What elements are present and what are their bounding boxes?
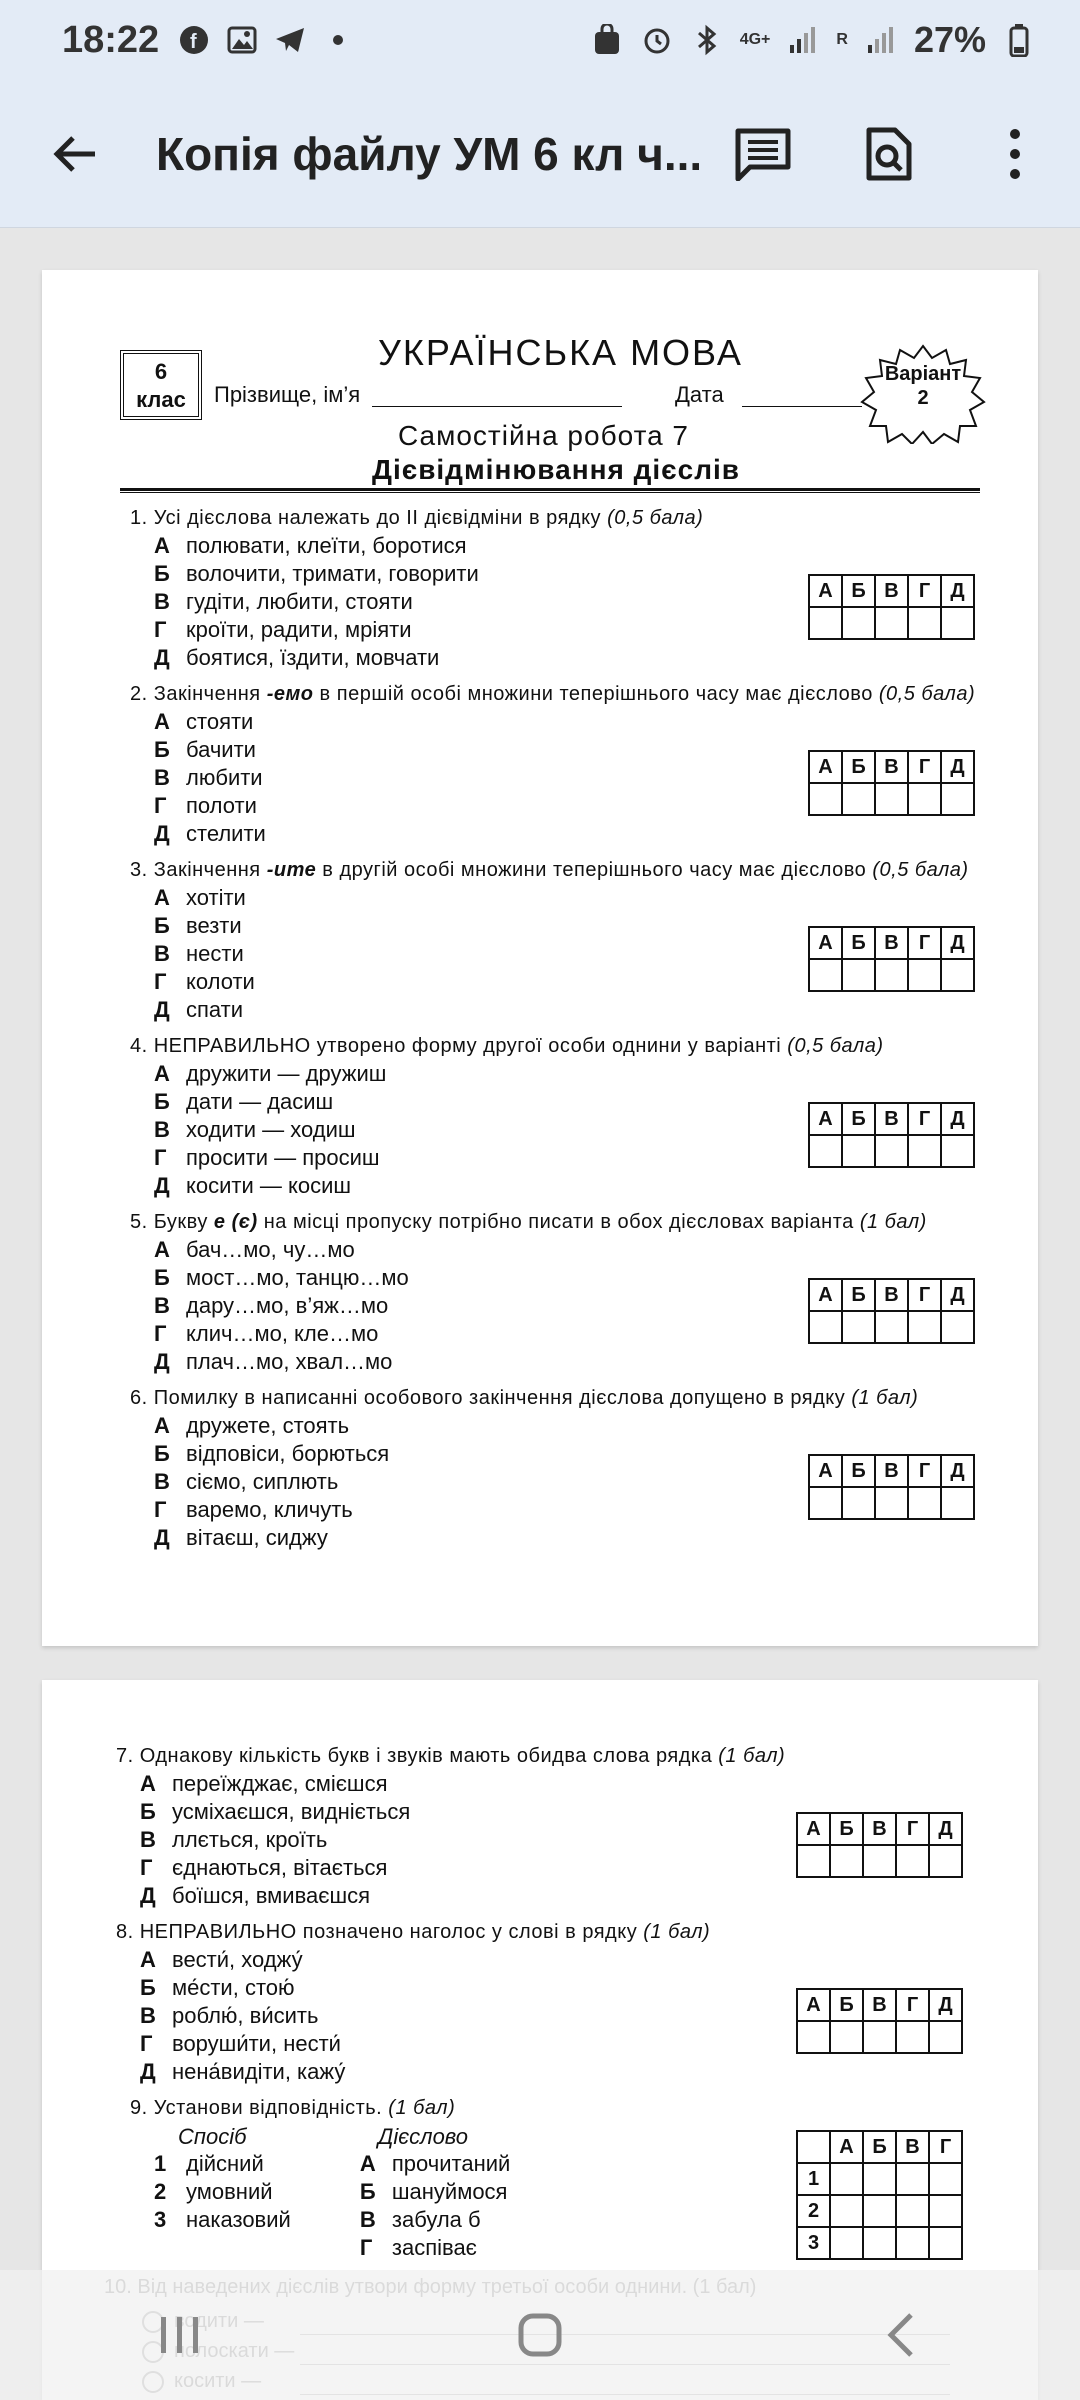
dot-icon [321,23,355,57]
answer-cell[interactable] [875,1487,908,1519]
option-text: ме́сти, стою́ [172,1975,295,2000]
option-letter: Б [154,1089,170,1114]
document-page-1[interactable] [42,270,1038,1646]
option-text: єднаються, вітається [172,1855,388,1880]
option-letter: Б [140,1799,156,1824]
grid-header-cell: Д [941,927,974,959]
back-nav-button[interactable] [860,2295,940,2375]
option-text: плач…мо, хвал…мо [186,1349,393,1374]
answer-cell[interactable] [896,2227,929,2259]
option-letter: А [154,1061,170,1086]
grid-header-cell: Г [908,575,941,607]
question-3-text: 3. Закінчення -ите в другій особі множини теперішнього часу має дієслово (0,5 бала) [130,859,969,881]
option-letter: Б [154,737,170,762]
option-text: ходити — ходиш [186,1117,356,1142]
recents-button[interactable] [140,2295,220,2375]
option-letter: Д [154,1173,170,1198]
grid-header-cell: Г [908,1279,941,1311]
column-2-head: Дієслово [377,2124,469,2149]
answer-cell[interactable] [929,2227,962,2259]
option-letter: Д [154,1349,170,1374]
option-text: дружете, стоять [186,1413,350,1438]
option-letter: Д [140,2059,156,2084]
option-letter: Г [140,2031,153,2056]
grid-header-cell: А [809,1279,842,1311]
grid-row-head: 3 [797,2227,830,2259]
option-letter: В [154,941,170,966]
grid-header-cell: Д [941,575,974,607]
option-text: переїжджає, смієшся [172,1771,388,1796]
answer-cell[interactable] [896,2195,929,2227]
answer-cell[interactable] [941,607,974,639]
option-letter: Б [154,913,170,938]
document-title: Копія файлу УМ 6 кл ч... [156,127,703,180]
answer-option [130,820,990,848]
column-1-head: Спосіб [178,2124,247,2149]
answer-cell[interactable] [896,2163,929,2195]
signal-icon-2 [864,23,898,57]
option-text: сіємо, сиплють [186,1469,339,1494]
answer-cell[interactable] [842,1135,875,1167]
system-nav-bar [0,2275,1080,2395]
facebook-icon [177,23,211,57]
answer-grid-3 [808,926,975,992]
option-text: дружити — дружиш [186,1061,387,1086]
grid-header-cell: Б [830,1989,863,2021]
grid-header-cell: А [797,1989,830,2021]
grid-header-cell: Б [842,1103,875,1135]
question-9 [130,2094,550,2262]
answer-cell[interactable] [929,2195,962,2227]
grid-header-cell: В [875,751,908,783]
answer-cell[interactable] [830,1845,863,1877]
answer-cell[interactable] [809,959,842,991]
gallery-icon [225,23,259,57]
match-column-2 [336,2124,550,2262]
grid-header-cell: Г [908,927,941,959]
more-options-button[interactable] [980,119,1050,189]
option-text: кроїти, радити, мріяти [186,617,412,642]
answer-cell[interactable] [842,1311,875,1343]
match-item-right [336,2178,550,2206]
grid-header-cell: Б [842,927,875,959]
option-letter: А [140,1771,156,1796]
answer-option [130,644,990,672]
question-7-text: 7. Однакову кількість букв і звуків мають обидва слова рядка (1 бал) [116,1745,786,1767]
answer-cell[interactable] [929,2163,962,2195]
option-letter: Б [154,1265,170,1290]
option-letter: Г [154,1321,167,1346]
option-text: спати [186,997,244,1022]
question-5-text: 5. Букву е (є) на місці пропуску потрібно писати в обох дієсловах варіанта (1 бал) [130,1211,927,1233]
answer-cell[interactable] [830,2227,863,2259]
grid-row-head: 1 [797,2163,830,2195]
answer-cell[interactable] [929,1845,962,1877]
option-text: вітаєш, сиджу [186,1525,328,1550]
signal-icon [786,23,820,57]
match-column-1 [130,2124,336,2262]
match-text: заспіває [391,2235,477,2260]
option-text: воруши́ти, нести́ [172,2031,341,2056]
match-text: прочитаний [391,2151,511,2176]
answer-option [116,1770,976,1798]
answer-cell[interactable] [797,2021,830,2053]
option-text: полоти [186,793,257,818]
alarm-icon [640,23,674,57]
name-label: Прізвище, ім’я [214,382,361,407]
answer-cell[interactable] [875,783,908,815]
option-letter: В [154,589,170,614]
bluetooth-icon [690,23,724,57]
grid-header-cell: Г [929,2131,962,2163]
subject-title: УКРАЇНСЬКА МОВА [378,332,743,373]
grid-header-cell: Г [896,1989,929,2021]
match-item-left [130,2178,336,2206]
topic-title: Дієвідмінювання дієслів [372,454,740,485]
option-letter: Б [140,1975,156,2000]
option-text: відповіси, борються [186,1441,390,1466]
recents-icon [155,2313,205,2357]
option-letter: Г [140,1855,153,1880]
answer-cell[interactable] [908,783,941,815]
svg-text:f: f [190,31,197,53]
option-text: дару…мо, в’яж…мо [186,1293,389,1318]
option-letter: А [154,533,170,558]
search-in-document-button[interactable] [854,119,924,189]
grid-corner [797,2131,830,2163]
bag-icon [590,23,624,57]
roaming-indicator: R [836,31,848,48]
back-nav-icon [883,2311,917,2359]
work-title: Самостійна робота 7 [398,420,690,451]
option-letter: Б [154,561,170,586]
answer-cell[interactable] [908,1311,941,1343]
answer-cell[interactable] [941,1135,974,1167]
answer-option [116,2058,976,2086]
grid-header-cell: Д [929,1813,962,1845]
option-text: нена́видіти, кажу́ [172,2059,346,2084]
answer-cell[interactable] [941,959,974,991]
match-item-right [336,2234,550,2262]
answer-option [130,996,990,1024]
match-number: 2 [154,2179,167,2204]
option-letter: А [154,709,170,734]
answer-grid-5 [808,1278,975,1344]
answer-option [130,1348,990,1376]
answer-cell[interactable] [875,607,908,639]
answer-cell[interactable] [908,1487,941,1519]
network-type: 4G+ [739,31,771,48]
match-item-left [130,2206,336,2234]
answer-cell[interactable] [809,1487,842,1519]
option-text: косити — косиш [186,1173,352,1198]
option-letter: А [154,885,170,910]
variant-label [860,362,986,410]
option-text: хотіти [186,885,246,910]
grade-word: клас [136,387,186,412]
match-number: 3 [154,2207,167,2232]
document-search-icon [865,126,913,182]
option-text: ллється, кроїть [172,1827,328,1852]
answer-cell[interactable] [842,959,875,991]
option-text: дати — дасиш [186,1089,334,1114]
answer-cell[interactable] [797,1845,830,1877]
grid-header-cell: Г [896,1813,929,1845]
option-text: полювати, клеїти, боротися [186,533,467,558]
status-bar [0,0,1080,80]
answer-cell[interactable] [875,959,908,991]
option-letter: А [154,1237,170,1262]
option-text: любити [186,765,263,790]
answer-cell[interactable] [908,607,941,639]
answer-option [116,1882,976,1910]
comments-button[interactable] [728,119,798,189]
option-letter: Д [154,645,170,670]
option-text: боятися, їздити, мовчати [186,645,440,670]
grid-header-cell: Г [908,1455,941,1487]
match-number: 1 [154,2151,167,2176]
question-4-text: 4. НЕПРАВИЛЬНО утворено форму другої особи однини у варіанті (0,5 бала) [130,1035,884,1057]
battery-icon [1002,23,1036,57]
answer-cell[interactable] [809,1311,842,1343]
variant-word: Варіант [884,363,962,385]
grid-header-cell: В [863,1813,896,1845]
answer-grid-8 [796,1988,963,2054]
grade-number: 6 [154,359,168,384]
question-9-text: 9. Установи відповідність. (1 бал) [130,2097,456,2119]
answer-option [130,1412,990,1440]
battery-percent: 27% [913,19,986,60]
option-text: стояти [186,709,254,734]
match-text: умовний [186,2179,273,2204]
answer-cell[interactable] [941,1487,974,1519]
match-item-left [130,2150,336,2178]
answer-cell[interactable] [809,1135,842,1167]
answer-cell[interactable] [875,1135,908,1167]
option-letter: Д [154,997,170,1022]
answer-cell[interactable] [863,2195,896,2227]
date-line [742,406,862,407]
option-text: волочити, тримати, говорити [186,561,479,586]
telegram-icon [273,23,307,57]
option-letter: В [154,1469,170,1494]
grid-header-cell: А [797,1813,830,1845]
answer-cell[interactable] [875,1311,908,1343]
grid-header-cell: В [896,2131,929,2163]
grid-header-cell: Г [908,751,941,783]
option-text: колоти [186,969,255,994]
option-letter: В [154,765,170,790]
option-text: варемо, кличуть [186,1497,353,1522]
grid-header-cell: Б [842,1279,875,1311]
match-letter: А [359,2151,376,2176]
answer-cell[interactable] [830,2195,863,2227]
option-letter: В [140,2003,156,2028]
header-rule-thin [120,492,980,493]
date-label: Дата [675,382,724,407]
question-6-text: 6. Помилку в написанні особового закінчення дієслова допущено в рядку (1 бал) [130,1387,919,1409]
answer-grid-1 [808,574,975,640]
match-letter: Г [359,2235,373,2260]
option-letter: В [154,1293,170,1318]
grid-header-cell: А [809,1103,842,1135]
match-item-right [336,2150,550,2178]
answer-cell[interactable] [809,607,842,639]
option-letter: Д [154,821,170,846]
grid-header-cell: В [875,575,908,607]
answer-cell[interactable] [896,1845,929,1877]
answer-cell[interactable] [941,783,974,815]
back-button[interactable] [40,119,110,189]
option-text: боїшся, вмиваєшся [172,1883,371,1908]
grid-header-cell: Б [842,751,875,783]
grid-header-cell: В [863,1989,896,2021]
answer-cell[interactable] [863,2227,896,2259]
answer-cell[interactable] [908,1135,941,1167]
question-8-text: 8. НЕПРАВИЛЬНО позначено наголос у слові в рядку (1 бал) [116,1921,711,1943]
grid-header-cell: Д [941,1279,974,1311]
answer-cell[interactable] [863,2163,896,2195]
status-time: 18:22 [62,18,160,61]
option-letter: Г [154,969,167,994]
grid-header-cell: А [809,575,842,607]
grid-header-cell: Г [908,1103,941,1135]
answer-option [130,884,990,912]
match-item-right [336,2206,550,2234]
answer-cell[interactable] [830,2163,863,2195]
grid-header-cell: Б [863,2131,896,2163]
match-letter: Б [359,2179,376,2204]
answer-grid-6 [808,1454,975,1520]
option-text: мост…мо, танцю…мо [186,1265,409,1290]
grid-header-cell: А [830,2131,863,2163]
grid-header-cell: В [875,1279,908,1311]
answer-cell[interactable] [863,1845,896,1877]
answer-cell[interactable] [842,1487,875,1519]
variant-number: 2 [917,387,929,409]
answer-cell[interactable] [830,2021,863,2053]
grid-row-head: 2 [797,2195,830,2227]
answer-cell[interactable] [842,783,875,815]
grid-header-cell: А [809,751,842,783]
option-letter: Г [154,793,167,818]
option-text: нести [186,941,244,966]
match-text: наказовий [186,2207,291,2232]
grid-header-cell: А [809,1455,842,1487]
option-text: стелити [186,821,266,846]
question-2-text: 2. Закінчення -емо в першій особі множини теперішнього часу має дієслово (0,5 бала) [130,683,976,705]
answer-grid-2 [808,750,975,816]
option-letter: Д [140,1883,156,1908]
option-letter: А [140,1947,156,1972]
answer-option [130,1172,990,1200]
answer-cell[interactable] [941,1311,974,1343]
answer-option [130,1060,990,1088]
option-text: роблю́, ви́сить [172,2003,319,2028]
option-text: усміхаєшся, видніється [172,1799,411,1824]
app-bar [0,80,1080,228]
grid-header-cell: Б [842,575,875,607]
grid-header-cell: Б [830,1813,863,1845]
match-text: шануймося [391,2179,508,2204]
match-text: дійсний [186,2151,264,2176]
answer-grid-7 [796,1812,963,1878]
grade-box [120,350,202,420]
answer-option [130,1236,990,1264]
option-letter: В [154,1117,170,1142]
header-rule [120,488,980,491]
grid-header-cell: Д [929,1989,962,2021]
option-text: гудіти, любити, стояти [186,589,413,614]
answer-cell[interactable] [929,2021,962,2053]
answer-cell[interactable] [908,959,941,991]
option-text: бачити [186,737,256,762]
grid-header-cell: Д [941,1103,974,1135]
answer-option [130,1524,990,1552]
arrow-back-icon [51,130,99,178]
option-letter: В [140,1827,156,1852]
more-vert-icon [1008,128,1022,180]
grid-header-cell: В [875,1455,908,1487]
answer-cell[interactable] [842,607,875,639]
option-letter: Б [154,1441,170,1466]
answer-grid-4 [808,1102,975,1168]
match-text: забула б [391,2207,481,2232]
grid-header-cell: В [875,1103,908,1135]
option-letter: А [154,1413,170,1438]
answer-option [116,1946,976,1974]
grid-header-cell: А [809,927,842,959]
grid-header-cell: Б [842,1455,875,1487]
home-button[interactable] [500,2295,580,2375]
option-letter: Г [154,1497,167,1522]
option-text: вести́, ходжу́ [172,1947,303,1972]
comment-icon [734,127,792,181]
answer-cell[interactable] [863,2021,896,2053]
option-letter: Г [154,1145,167,1170]
grid-header-cell: Д [941,751,974,783]
option-letter: Г [154,617,167,642]
grid-header-cell: В [875,927,908,959]
option-text: везти [186,913,242,938]
match-answer-grid [796,2130,963,2260]
grid-header-cell: Д [941,1455,974,1487]
question-1-text: 1. Усі дієслова належать до ІІ дієвідміни в рядку (0,5 бала) [130,507,704,529]
answer-option [130,532,990,560]
answer-cell[interactable] [809,783,842,815]
name-line [372,406,622,407]
match-letter: В [359,2207,376,2232]
answer-option [130,708,990,736]
answer-cell[interactable] [896,2021,929,2053]
option-text: просити — просиш [186,1145,380,1170]
option-letter: Д [154,1525,170,1550]
option-text: клич…мо, кле…мо [186,1321,379,1346]
option-text: бач…мо, чу…мо [186,1237,355,1262]
home-icon [517,2312,563,2358]
